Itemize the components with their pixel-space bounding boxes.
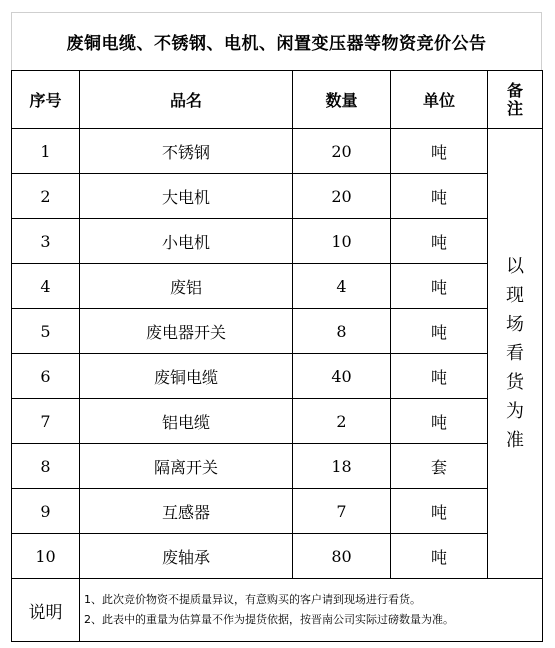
explanation-row — [12, 579, 543, 642]
cell-index: 6 — [12, 354, 80, 399]
cell-quantity: 4 — [293, 264, 391, 309]
remark-char: 现 — [506, 284, 524, 306]
table-row — [12, 264, 543, 309]
header-quantity: 数量 — [293, 71, 391, 129]
table-body — [12, 129, 543, 579]
explanation-line: 2、此表中的重量为估算量不作为提货依据，按晋南公司实际过磅数量为准。 — [84, 613, 454, 626]
cell-unit: 吨 — [391, 489, 488, 534]
cell-unit: 套 — [391, 444, 488, 489]
remark-cell — [488, 129, 543, 579]
table-row — [12, 534, 543, 579]
remark-char: 货 — [506, 371, 524, 393]
table-header-row — [12, 71, 543, 129]
cell-unit: 吨 — [391, 174, 488, 219]
cell-index: 7 — [12, 399, 80, 444]
table-row — [12, 129, 543, 174]
header-name: 品名 — [80, 71, 293, 129]
cell-quantity: 10 — [293, 219, 391, 264]
cell-name: 废铝 — [80, 264, 293, 309]
announcement-sheet — [11, 12, 542, 642]
cell-quantity: 8 — [293, 309, 391, 354]
remark-char: 场 — [506, 313, 524, 335]
cell-index: 8 — [12, 444, 80, 489]
remark-char: 以 — [506, 255, 524, 277]
table-row — [12, 309, 543, 354]
cell-index: 2 — [12, 174, 80, 219]
remark-char: 看 — [506, 342, 524, 364]
cell-quantity: 40 — [293, 354, 391, 399]
table-row — [12, 489, 543, 534]
remark-char: 为 — [506, 400, 524, 422]
cell-name: 废铜电缆 — [80, 354, 293, 399]
cell-index: 1 — [12, 129, 80, 174]
table-row — [12, 399, 543, 444]
cell-quantity: 18 — [293, 444, 391, 489]
cell-index: 5 — [12, 309, 80, 354]
cell-quantity: 2 — [293, 399, 391, 444]
cell-quantity: 20 — [293, 174, 391, 219]
cell-name: 废电器开关 — [80, 309, 293, 354]
cell-name: 隔离开关 — [80, 444, 293, 489]
cell-name: 互感器 — [80, 489, 293, 534]
cell-index: 10 — [12, 534, 80, 579]
explanation-label: 说明 — [12, 579, 80, 642]
materials-table — [11, 70, 543, 642]
header-index: 序号 — [12, 71, 80, 129]
explanation-text — [80, 579, 543, 642]
table-row — [12, 444, 543, 489]
cell-name: 大电机 — [80, 174, 293, 219]
header-remark-char: 注 — [506, 98, 523, 118]
header-remark — [488, 71, 543, 129]
explanation-line: 1、此次竞价物资不提质量异议，有意购买的客户请到现场进行看货。 — [84, 593, 421, 606]
cell-unit: 吨 — [391, 534, 488, 579]
table-row — [12, 354, 543, 399]
cell-quantity: 7 — [293, 489, 391, 534]
cell-quantity: 80 — [293, 534, 391, 579]
cell-unit: 吨 — [391, 129, 488, 174]
cell-index: 3 — [12, 219, 80, 264]
table-row — [12, 174, 543, 219]
cell-unit: 吨 — [391, 309, 488, 354]
cell-name: 不锈钢 — [80, 129, 293, 174]
page-title: 废铜电缆、不锈钢、电机、闲置变压器等物资竞价公告 — [11, 12, 542, 70]
cell-index: 9 — [12, 489, 80, 534]
cell-name: 废轴承 — [80, 534, 293, 579]
header-unit: 单位 — [391, 71, 488, 129]
cell-name: 铝电缆 — [80, 399, 293, 444]
cell-unit: 吨 — [391, 219, 488, 264]
cell-unit: 吨 — [391, 354, 488, 399]
cell-name: 小电机 — [80, 219, 293, 264]
remark-char: 准 — [506, 429, 524, 451]
table-row — [12, 219, 543, 264]
cell-unit: 吨 — [391, 399, 488, 444]
cell-quantity: 20 — [293, 129, 391, 174]
cell-index: 4 — [12, 264, 80, 309]
header-remark-char: 备 — [506, 80, 523, 100]
cell-unit: 吨 — [391, 264, 488, 309]
